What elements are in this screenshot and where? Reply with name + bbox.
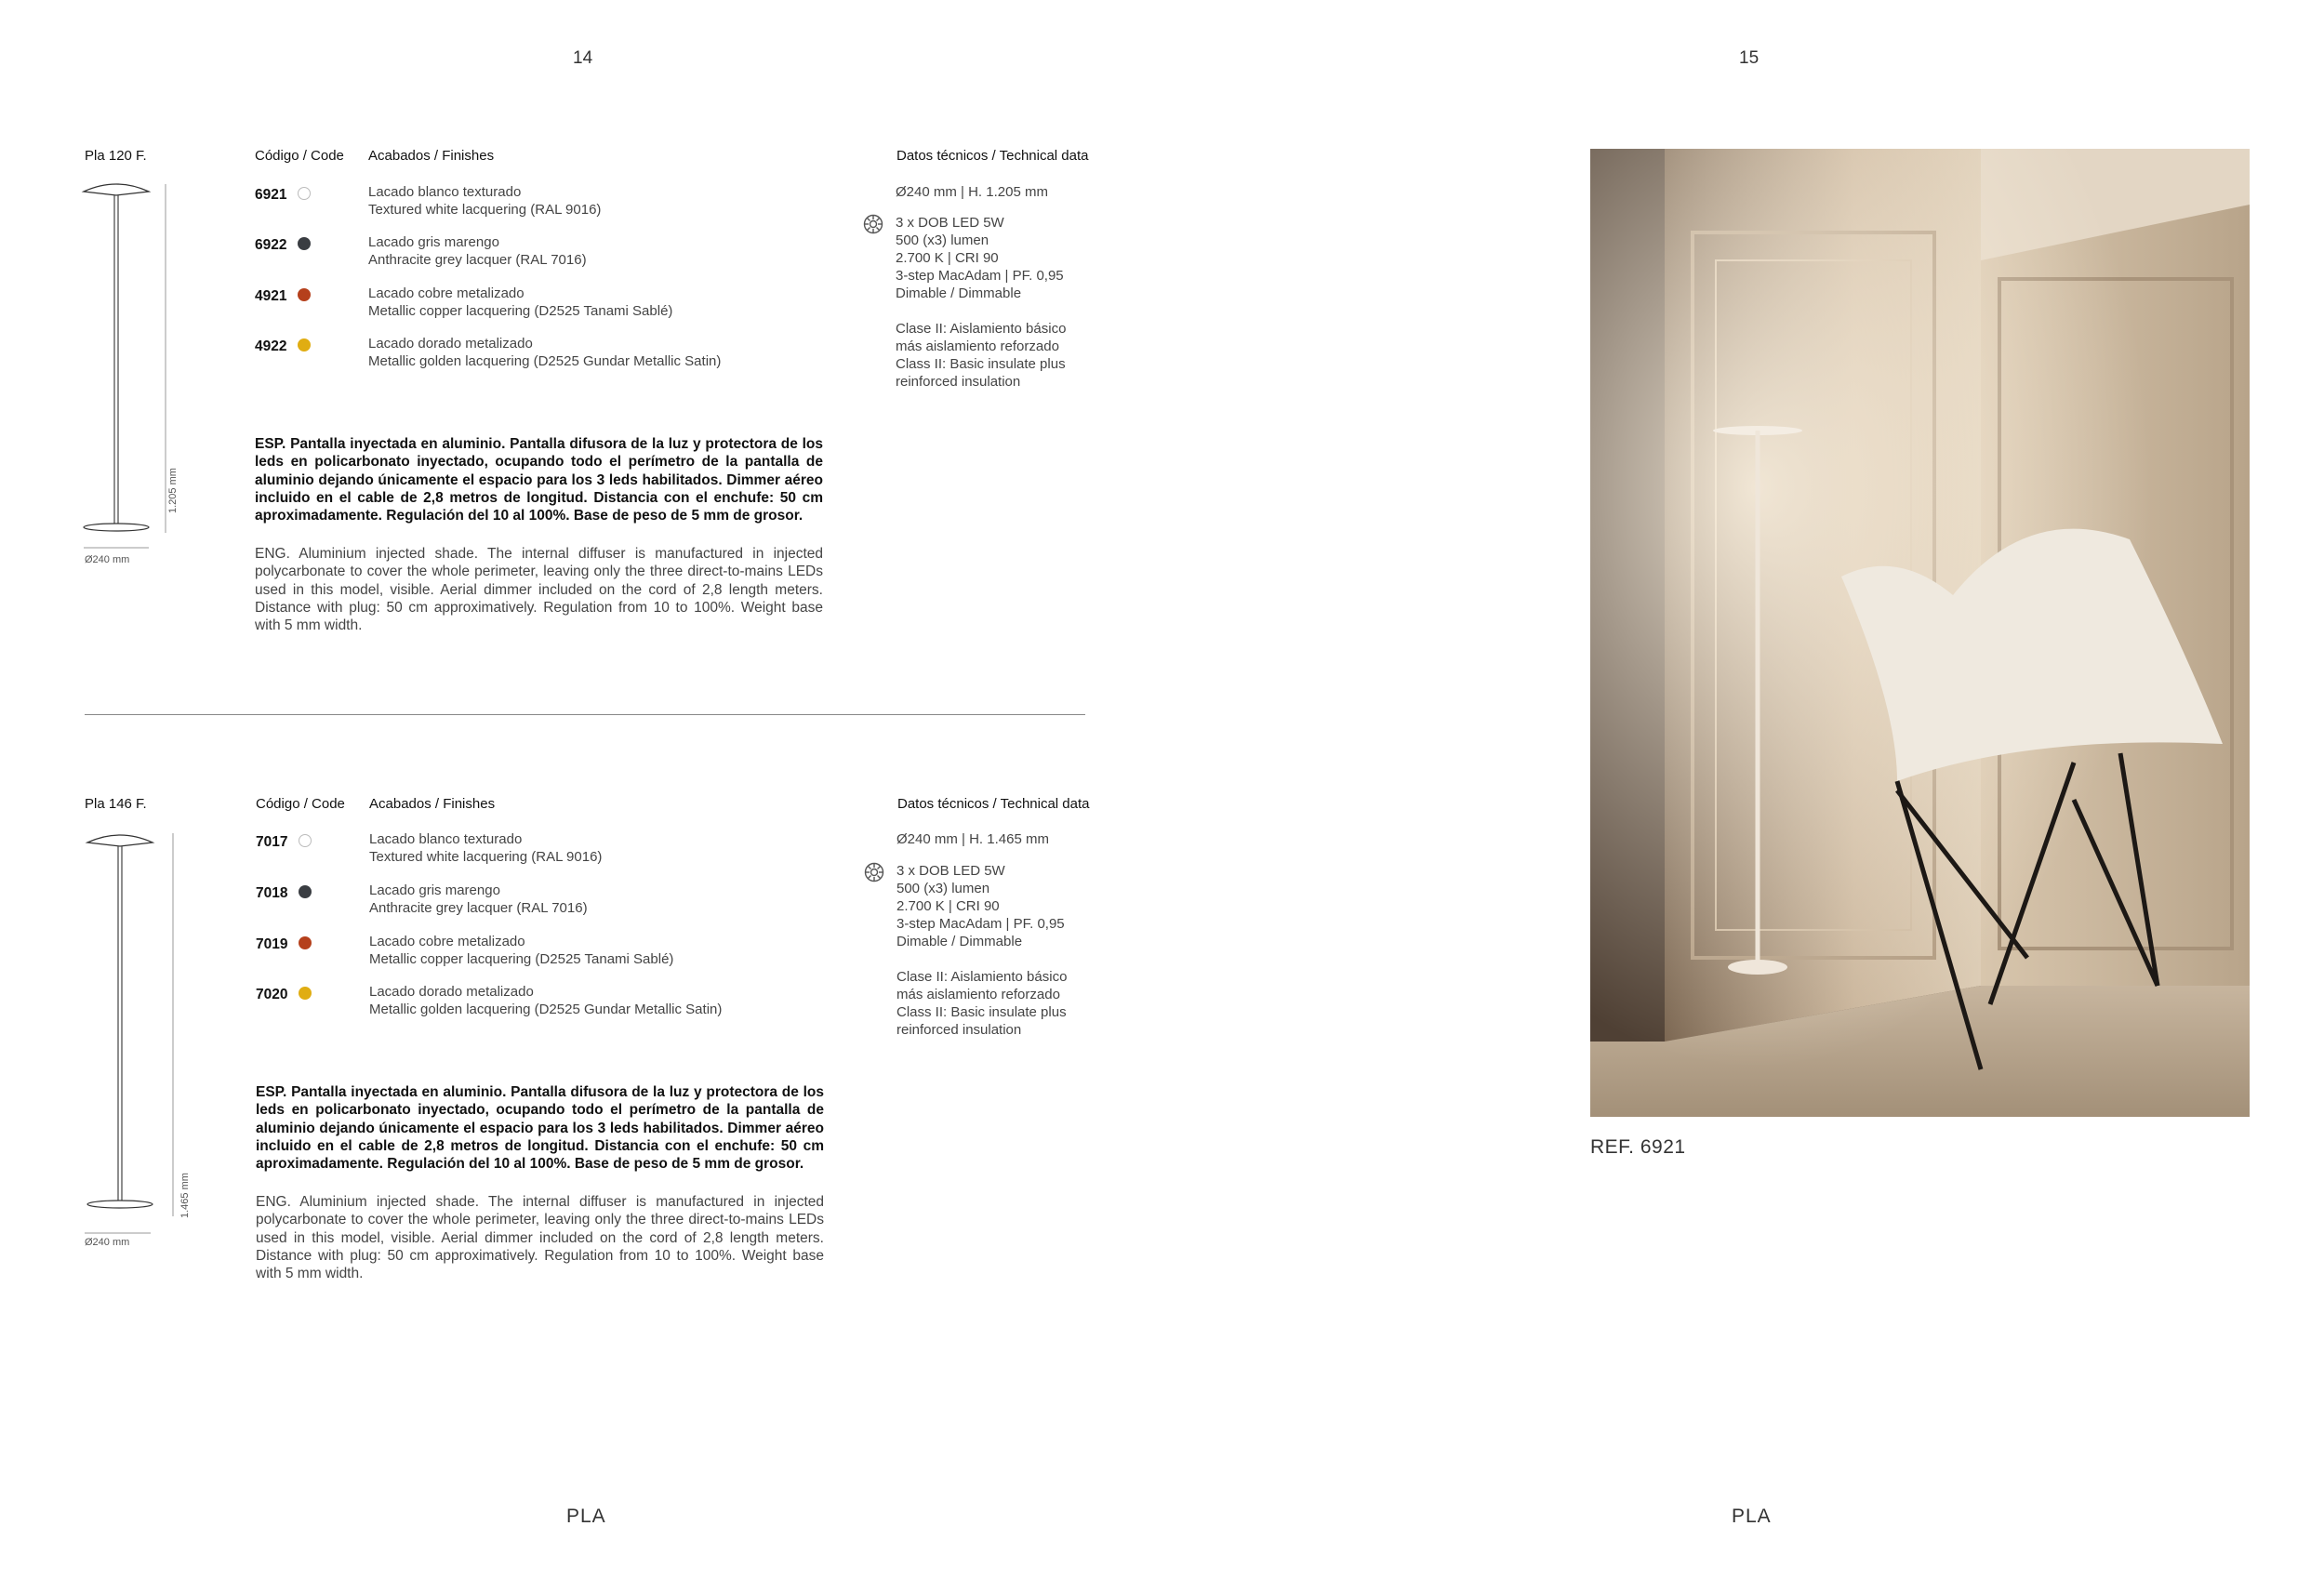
finish-es: Lacado cobre metalizado	[369, 934, 525, 949]
right-page-number: 15	[1739, 48, 1760, 68]
led-spec-line: Dimable / Dimmable	[896, 934, 1023, 949]
base-dimension-label: Ø240 mm	[85, 1237, 130, 1248]
led-spec-line: 3-step MacAdam | PF. 0,95	[896, 268, 1064, 284]
finish-code: 7019	[256, 936, 288, 952]
class-spec-line: más aislamiento reforzado	[896, 338, 1059, 354]
product-name: Pla 120 F.	[85, 148, 147, 164]
finish-es: Lacado dorado metalizado	[368, 336, 533, 352]
finishes-header: Acabados / Finishes	[369, 796, 496, 812]
finish-en: Textured white lacquering (RAL 9016)	[368, 202, 602, 218]
room-illustration	[1590, 149, 2250, 1117]
finish-code: 7020	[256, 987, 288, 1002]
height-dimension-label: 1.465 mm	[179, 1173, 191, 1218]
tech-header: Datos técnicos / Technical data	[896, 148, 1089, 164]
product-photo	[1590, 149, 2250, 1117]
finish-es: Lacado cobre metalizado	[368, 285, 525, 301]
copper-swatch-icon	[298, 288, 311, 301]
grey-swatch-icon	[298, 237, 311, 250]
tech-dimensions: Ø240 mm | H. 1.205 mm	[896, 184, 1048, 200]
finish-code: 4921	[255, 288, 287, 304]
right-footer: PLA	[1732, 1506, 1772, 1527]
base-dimension-label: Ø240 mm	[85, 554, 130, 565]
led-spec-line: 3 x DOB LED 5W	[896, 863, 1005, 879]
description-en: ENG. Aluminium injected shade. The internal diffuser is manufactured in injected polycarbonate to cover the whole perimeter, leaving only the three direct-to-mains LEDs used in this model, visible. Aerial dimmer included on the cord of 2,8 length meters. Distance with plug: 50 cm approximatively. Regulation from 10 to 100%. Weight base with 5 mm width.	[256, 1194, 824, 1282]
height-dimension-label: 1.205 mm	[167, 468, 179, 513]
class-spec-line: más aislamiento reforzado	[896, 987, 1060, 1002]
finish-en: Textured white lacquering (RAL 9016)	[369, 849, 603, 865]
code-header: Código / Code	[255, 148, 344, 164]
led-spec-line: 500 (x3) lumen	[896, 881, 990, 896]
finish-text	[368, 335, 721, 370]
finish-en: Metallic golden lacquering (D2525 Gundar Metallic Satin)	[368, 353, 722, 369]
finish-en: Metallic golden lacquering (D2525 Gundar Metallic Satin)	[369, 1002, 723, 1017]
tech-dimensions: Ø240 mm | H. 1.465 mm	[896, 831, 1049, 847]
left-footer: PLA	[566, 1506, 606, 1527]
tech-led-specs	[896, 214, 1064, 302]
code-header: Código / Code	[256, 796, 345, 812]
class-spec-line: Clase II: Aislamiento básico	[896, 969, 1068, 985]
finish-code: 6922	[255, 237, 287, 253]
class-spec-line: Clase II: Aislamiento básico	[896, 321, 1067, 337]
description-es: ESP. Pantalla inyectada en aluminio. Pantalla difusora de la luz y protectora de los leds en policarbonato inyectado, ocupando todo el perímetro de la pantalla de aluminio dejando únicamente el espacio para los 3 leds habilitados. Dimmer aéreo incluido en el cable de 2,8 metros de longitud. Distancia con el enchufe: 50 cm aproximadamente. Regulación del 10 al 100%. Base de peso de 5 mm de grosor.	[255, 436, 823, 524]
gold-swatch-icon	[299, 987, 312, 1000]
finish-es: Lacado dorado metalizado	[369, 984, 534, 1000]
finish-es: Lacado blanco texturado	[368, 184, 522, 200]
finish-en: Metallic copper lacquering (D2525 Tanami Sablé)	[368, 303, 673, 319]
led-spec-line: 2.700 K | CRI 90	[896, 898, 1000, 914]
description-es: ESP. Pantalla inyectada en aluminio. Pantalla difusora de la luz y protectora de los leds en policarbonato inyectado, ocupando todo el perímetro de la pantalla de aluminio dejando únicamente el espacio para los 3 leds habilitados. Dimmer aéreo incluido en el cable de 2,8 metros de longitud. Distancia con el enchufe: 50 cm aproximadamente. Regulación del 10 al 100%. Base de peso de 5 mm de grosor.	[256, 1084, 824, 1173]
section-divider	[85, 714, 1085, 715]
led-spec-line: 500 (x3) lumen	[896, 232, 989, 248]
finish-text	[369, 830, 602, 866]
tech-class-specs	[896, 320, 1066, 391]
tech-led-specs	[896, 862, 1065, 950]
gold-swatch-icon	[298, 338, 311, 352]
class-spec-line: Class II: Basic insulate plus	[896, 356, 1066, 372]
led-spec-line: Dimable / Dimmable	[896, 285, 1022, 301]
finish-code: 7018	[256, 885, 288, 901]
finish-en: Metallic copper lacquering (D2525 Tanami Sablé)	[369, 951, 674, 967]
finish-text	[369, 933, 673, 968]
led-spec-line: 2.700 K | CRI 90	[896, 250, 999, 266]
finish-es: Lacado gris marengo	[368, 234, 499, 250]
finish-text	[368, 183, 601, 219]
class-spec-line: reinforced insulation	[896, 1022, 1022, 1038]
finish-es: Lacado blanco texturado	[369, 831, 523, 847]
led-icon	[864, 862, 884, 882]
finish-text	[369, 882, 588, 917]
left-page-number: 14	[573, 48, 593, 68]
product-name: Pla 146 F.	[85, 796, 147, 812]
copper-swatch-icon	[299, 936, 312, 949]
led-spec-line: 3 x DOB LED 5W	[896, 215, 1004, 231]
finish-en: Anthracite grey lacquer (RAL 7016)	[368, 252, 587, 268]
white-swatch-icon	[298, 187, 311, 200]
finish-text	[369, 983, 722, 1018]
photo-reference: REF. 6921	[1590, 1136, 1686, 1158]
white-swatch-icon	[299, 834, 312, 847]
finishes-header: Acabados / Finishes	[368, 148, 495, 164]
class-spec-line: Class II: Basic insulate plus	[896, 1004, 1067, 1020]
grey-swatch-icon	[299, 885, 312, 898]
led-spec-line: 3-step MacAdam | PF. 0,95	[896, 916, 1065, 932]
tech-class-specs	[896, 968, 1067, 1039]
lamp-drawing	[76, 828, 188, 1241]
finish-code: 6921	[255, 187, 287, 203]
finish-code: 4922	[255, 338, 287, 354]
finish-text	[368, 233, 587, 269]
tech-header: Datos técnicos / Technical data	[897, 796, 1090, 812]
class-spec-line: reinforced insulation	[896, 374, 1021, 390]
led-icon	[863, 214, 883, 234]
finish-es: Lacado gris marengo	[369, 882, 500, 898]
finish-text	[368, 285, 672, 320]
finish-en: Anthracite grey lacquer (RAL 7016)	[369, 900, 588, 916]
description-en: ENG. Aluminium injected shade. The internal diffuser is manufactured in injected polycarbonate to cover the whole perimeter, leaving only the three direct-to-mains LEDs used in this model, visible. Aerial dimmer included on the cord of 2,8 length meters. Distance with plug: 50 cm approximatively. Regulation from 10 to 100%. Weight base with 5 mm width.	[255, 546, 823, 634]
finish-code: 7017	[256, 834, 288, 850]
